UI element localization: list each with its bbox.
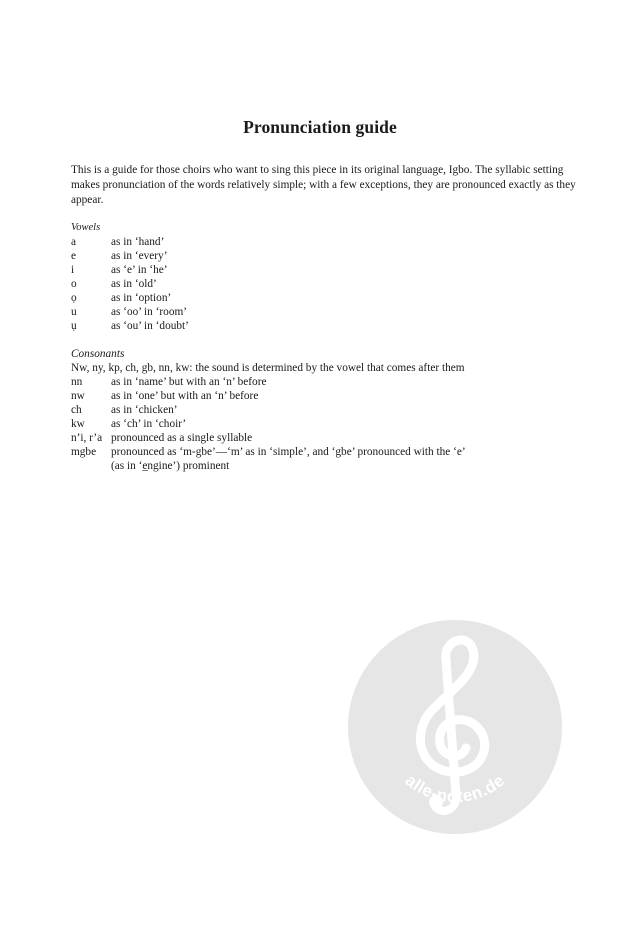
consonants-intro-line: Nw, ny, kp, ch, gb, nn, kw: the sound is determined by the vowel that comes after them xyxy=(71,362,465,374)
consonant-row xyxy=(71,431,571,445)
vowel-row xyxy=(71,277,571,291)
vowel-description: as in ‘hand’ xyxy=(111,236,165,248)
consonant-row xyxy=(71,375,571,389)
consonant-description: as ‘ch’ in ‘choir’ xyxy=(111,418,187,430)
consonants-section xyxy=(71,347,571,473)
vowel-row xyxy=(71,305,571,319)
vowel-row xyxy=(71,263,571,277)
consonant-description: as in ‘chicken’ xyxy=(111,404,178,416)
consonant-row xyxy=(71,389,571,403)
consonant-description: pronounced as a single syllable xyxy=(111,432,253,444)
vowel-letter: ọ xyxy=(71,292,77,304)
vowel-letter: ụ xyxy=(71,320,77,332)
consonant-row xyxy=(71,445,571,459)
consonant-description: as in ‘name’ but with an ‘n’ before xyxy=(111,376,267,388)
vowel-description: as in ‘option’ xyxy=(111,292,172,304)
vowel-description: as ‘e’ in ‘he’ xyxy=(111,264,168,276)
vowel-letter: e xyxy=(71,250,77,262)
vowel-description: as ‘ou’ in ‘doubt’ xyxy=(111,320,189,332)
consonant-continuation-row xyxy=(71,459,571,473)
vowel-letter: i xyxy=(71,264,75,276)
vowel-description: as ‘oo’ in ‘room’ xyxy=(111,306,188,318)
consonant-letter: nn xyxy=(71,376,83,388)
watermark xyxy=(348,620,562,834)
consonant-continuation: (as in ‘e̲ngine’) prominent xyxy=(111,460,230,472)
vowels-heading: Vowels xyxy=(71,222,101,233)
vowels-section xyxy=(71,221,571,333)
consonant-letter: nw xyxy=(71,390,85,402)
vowel-row xyxy=(71,291,571,305)
consonant-description: as in ‘one’ but with an ‘n’ before xyxy=(111,390,259,402)
vowel-description: as in ‘old’ xyxy=(111,278,157,290)
consonant-letter: kw xyxy=(71,418,85,430)
vowel-row xyxy=(71,319,571,333)
consonants-heading: Consonants xyxy=(71,348,125,360)
consonant-row xyxy=(71,417,571,431)
vowel-letter: a xyxy=(71,236,77,248)
vowel-row xyxy=(71,235,571,249)
consonant-description: pronounced as ‘m-gbe’—‘m’ as in ‘simple’, and ‘gbe’ pronounced with the ‘e’ xyxy=(111,446,466,458)
consonant-letter: ch xyxy=(71,404,82,416)
vowel-letter: u xyxy=(71,306,77,318)
consonant-row xyxy=(71,403,571,417)
vowel-description: as in ‘every’ xyxy=(111,250,168,262)
consonant-letter: n’i, r’a xyxy=(71,432,103,444)
intro-paragraph: This is a guide for those choirs who want to sing this piece in its original language, Igbo. The syllabic setting makes pronunciation of the words relatively simple; with a few exceptions, they are pronounced exactly as they appear. xyxy=(71,164,576,206)
consonant-letter: mgbe xyxy=(71,446,97,458)
page-title: Pronunciation guide xyxy=(243,117,397,137)
watermark-text: alle-noten.de xyxy=(401,770,509,807)
vowel-letter: o xyxy=(71,278,77,290)
vowel-row xyxy=(71,249,571,263)
